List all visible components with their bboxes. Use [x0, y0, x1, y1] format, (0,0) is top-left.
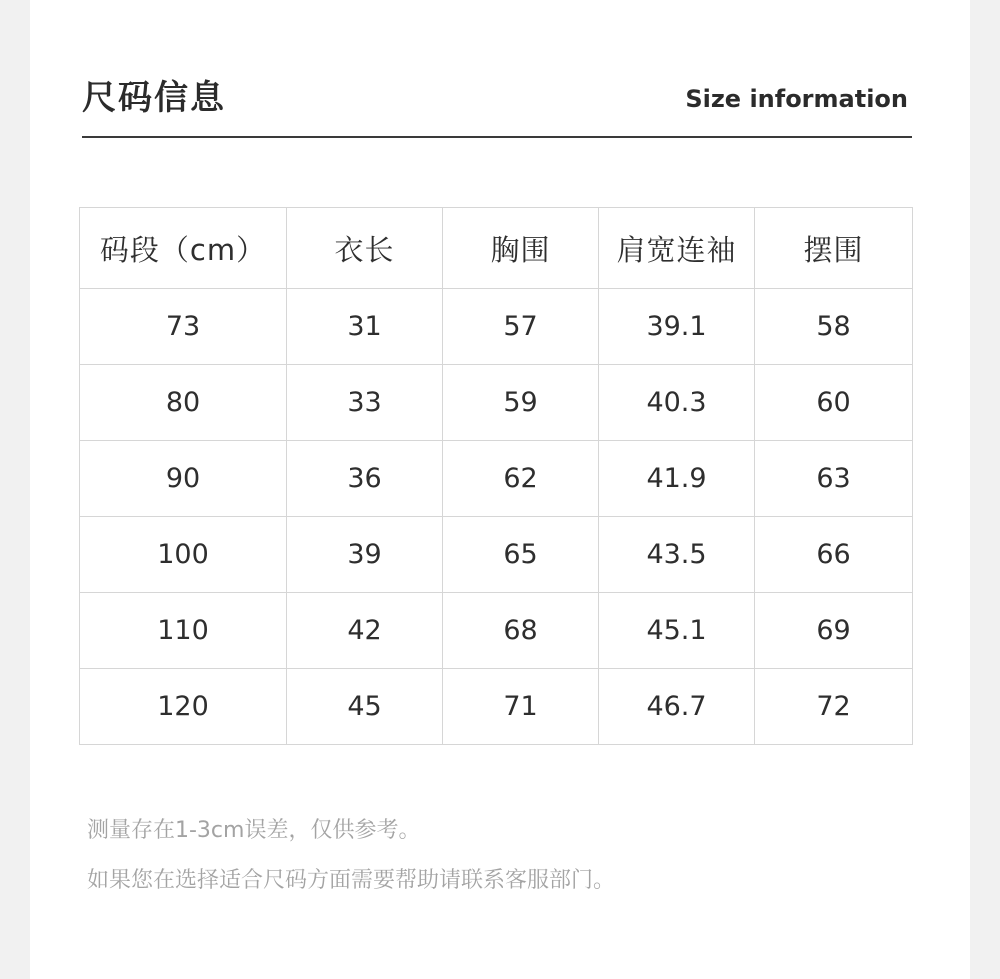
table-cell: 45: [287, 669, 443, 745]
size-table: [79, 207, 913, 745]
table-cell: 39.1: [599, 289, 755, 365]
table-cell: 71: [443, 669, 599, 745]
table-cell: 33: [287, 365, 443, 441]
column-header-hem: 摆围: [755, 208, 913, 289]
table-cell: 65: [443, 517, 599, 593]
table-cell: 43.5: [599, 517, 755, 593]
table-cell: 100: [80, 517, 287, 593]
table-cell: 58: [755, 289, 913, 365]
column-header-chest: 胸围: [443, 208, 599, 289]
table-cell: 39: [287, 517, 443, 593]
table-cell: 63: [755, 441, 913, 517]
table-cell: 66: [755, 517, 913, 593]
column-header-size-range: 码段（cm）: [80, 208, 287, 289]
table-cell: 57: [443, 289, 599, 365]
table-cell: 62: [443, 441, 599, 517]
table-row: [80, 669, 913, 745]
note-measurement-error: 测量存在1-3cm误差，仅供参考。: [87, 818, 421, 843]
notes: [87, 812, 615, 912]
table-row: [80, 593, 913, 669]
table-cell: 110: [80, 593, 287, 669]
table-row: [80, 365, 913, 441]
table-cell: 31: [287, 289, 443, 365]
table-cell: 42: [287, 593, 443, 669]
table-cell: 41.9: [599, 441, 755, 517]
table-cell: 73: [80, 289, 287, 365]
table-cell: 90: [80, 441, 287, 517]
table-row: [80, 517, 913, 593]
note-contact-service: 如果您在选择适合尺码方面需要帮助请联系客服部门。: [87, 868, 616, 893]
table-cell: 68: [443, 593, 599, 669]
table-row: [80, 289, 913, 365]
column-header-length: 衣长: [287, 208, 443, 289]
column-header-shoulder-sleeve: 肩宽连袖: [599, 208, 755, 289]
table-cell: 120: [80, 669, 287, 745]
table-header-row: [80, 208, 913, 289]
table-cell: 36: [287, 441, 443, 517]
header-divider: [82, 136, 912, 138]
table-cell: 60: [755, 365, 913, 441]
table-cell: 80: [80, 365, 287, 441]
table-cell: 46.7: [599, 669, 755, 745]
table-cell: 69: [755, 593, 913, 669]
title-chinese: 尺码信息: [82, 78, 226, 118]
table-cell: 40.3: [599, 365, 755, 441]
table-cell: 59: [443, 365, 599, 441]
table-cell: 72: [755, 669, 913, 745]
table-row: [80, 441, 913, 517]
table-cell: 45.1: [599, 593, 755, 669]
title-english: Size information: [685, 85, 908, 113]
size-info-panel: [30, 0, 970, 979]
